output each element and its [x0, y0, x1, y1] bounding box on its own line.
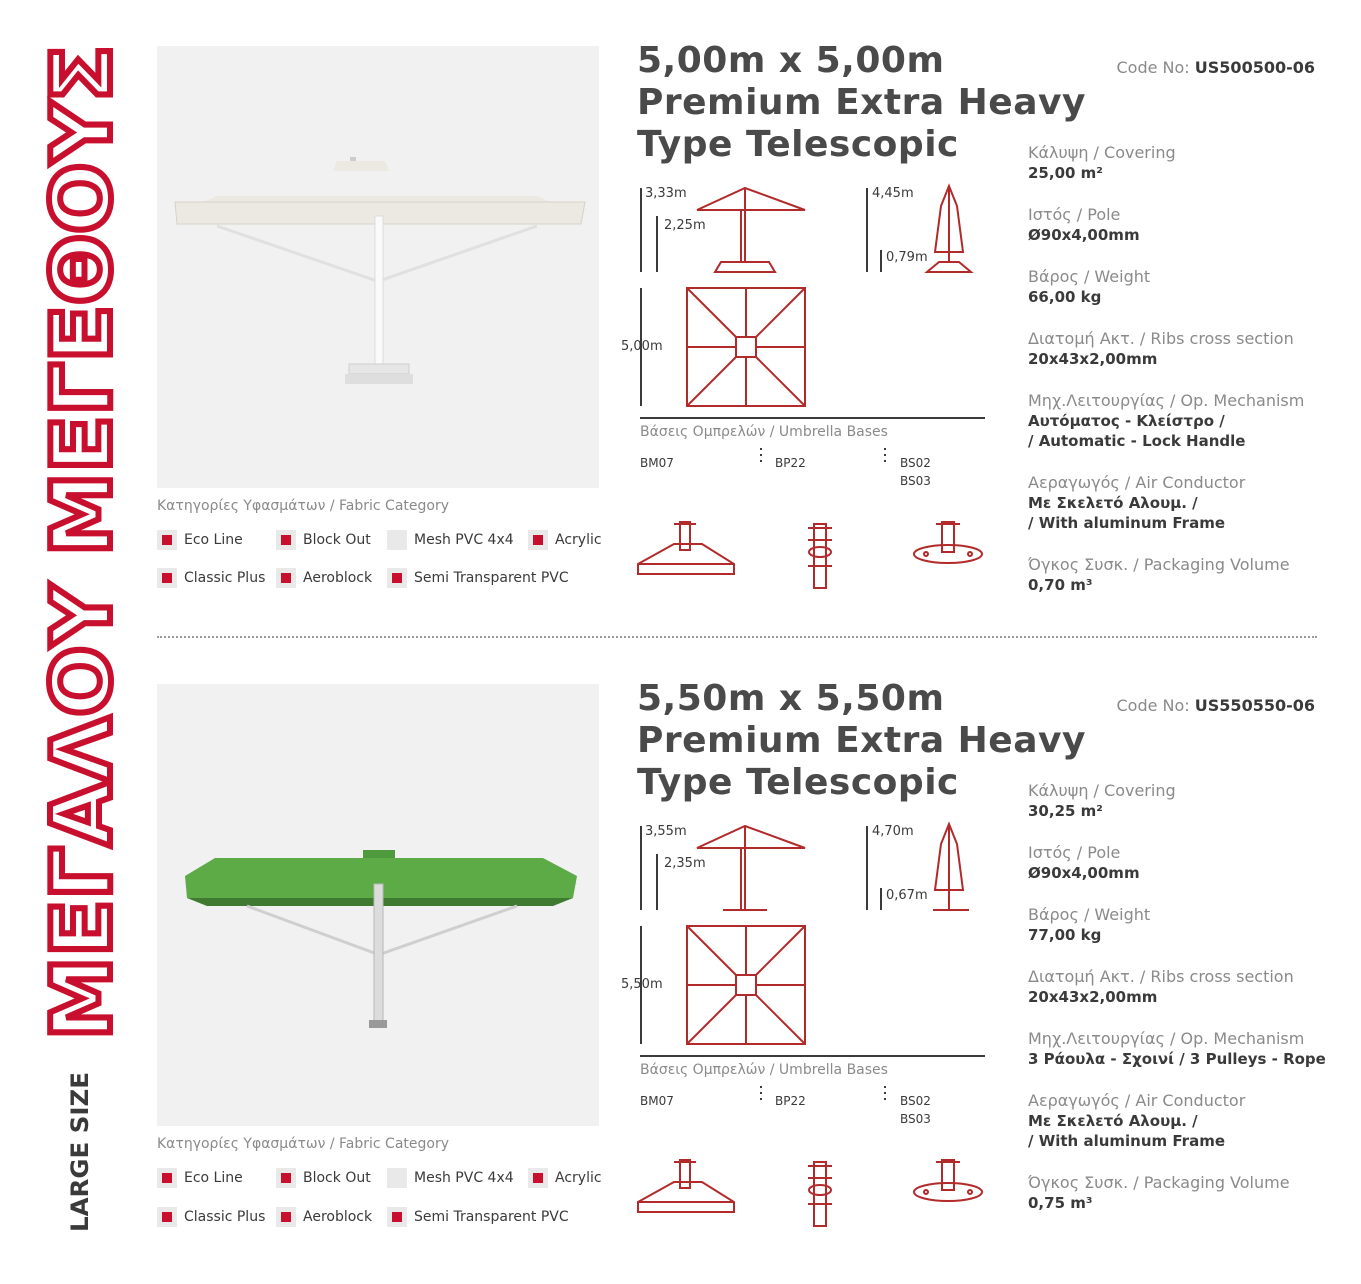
fabric-swatch [387, 530, 407, 550]
spec-item: Μηχ.Λειτουργίας / Op. Mechanism 3 Ράουλα - Σχοινί / 3 Pulleys - Rope [1028, 1029, 1326, 1068]
fabric-item: Eco Line [157, 530, 243, 550]
fabric-item: Classic Plus [157, 1207, 265, 1227]
base-label: BS02 [900, 1094, 931, 1108]
fabric-item: Mesh PVC 4x4 [387, 1168, 514, 1188]
bases-title: Βάσεις Ομπρελών / Umbrella Bases [640, 1062, 888, 1078]
fabric-swatch [276, 568, 296, 588]
spec-item: Αεραγωγός / Air Conductor Με Σκελετό Αλουμ. / / With aluminum Frame [1028, 473, 1246, 532]
base-bm07-icon [638, 1182, 734, 1212]
fabric-swatch [157, 530, 177, 550]
dim-total-height: 3,55m [645, 824, 687, 839]
base-label: BS03 [900, 474, 931, 488]
product-section [0, 678, 1361, 1284]
dim-width: 5,50m [621, 977, 663, 992]
fabric-title: Κατηγορίες Υφασμάτων / Fabric Category [157, 1136, 450, 1152]
spec-item: Κάλυψη / Covering 30,25 m² [1028, 781, 1176, 820]
spec-item: Βάρος / Weight 66,00 kg [1028, 267, 1151, 306]
base-bs02-icon [914, 522, 982, 563]
product-title: 5,50m x 5,50m Premium Extra Heavy Type Telescopic [637, 678, 1086, 803]
side-title: ΜΕΓΑΛΟΥ ΜΕΓΕΘΟΥΣ [35, 64, 130, 1040]
fabric-item: Eco Line [157, 1168, 243, 1188]
fabric-swatch [276, 530, 296, 550]
fabric-swatch [528, 1168, 548, 1188]
spec-item: Κάλυψη / Covering 25,00 m² [1028, 143, 1176, 182]
spec-item: Μηχ.Λειτουργίας / Op. Mechanism Αυτόματος - Κλείστρο / / Automatic - Lock Handle [1028, 391, 1305, 450]
fabric-swatch [387, 1168, 407, 1188]
side-subtitle: LARGE SIZE [66, 1075, 94, 1232]
fabric-title: Κατηγορίες Υφασμάτων / Fabric Category [157, 498, 450, 514]
dim-clearance: 2,25m [664, 218, 706, 233]
dim-base-height: 0,67m [886, 888, 928, 903]
dim-base-height: 0,79m [886, 250, 928, 265]
fabric-item: Semi Transparent PVC [387, 568, 569, 588]
product-section [0, 40, 1361, 646]
product-code: Code No: US500500-06 [1116, 58, 1315, 77]
fabric-item: Aeroblock [276, 1207, 372, 1227]
spec-item: Αεραγωγός / Air Conductor Με Σκελετό Αλουμ. / / With aluminum Frame [1028, 1091, 1246, 1150]
product-code: Code No: US550550-06 [1116, 696, 1315, 715]
spec-item: Βάρος / Weight 77,00 kg [1028, 905, 1151, 944]
product-title: 5,00m x 5,00m Premium Extra Heavy Type Telescopic [637, 40, 1086, 165]
base-bs02-icon [914, 1160, 982, 1201]
spec-list [1028, 781, 1328, 1235]
spec-item: Όγκος Συσκ. / Packaging Volume 0,70 m³ [1028, 555, 1290, 594]
section-divider [157, 636, 1317, 638]
spec-item: Διατομή Ακτ. / Ribs cross section 20x43x2,00mm [1028, 329, 1294, 368]
fabric-item: Block Out [276, 1168, 371, 1188]
dimension-diagram [615, 46, 995, 466]
spec-list [1028, 143, 1328, 617]
base-label: BP22 [775, 1094, 806, 1108]
base-bp22-icon [808, 1162, 832, 1226]
fabric-swatch [387, 1207, 407, 1227]
fabric-item: Aeroblock [276, 568, 372, 588]
product-photo [157, 684, 599, 1126]
fabric-swatch [387, 568, 407, 588]
spec-item: Όγκος Συσκ. / Packaging Volume 0,75 m³ [1028, 1173, 1290, 1212]
fabric-item: Acrylic [528, 1168, 602, 1188]
fabric-swatch [157, 568, 177, 588]
fabric-item: Acrylic [528, 530, 602, 550]
fabric-swatch [528, 530, 548, 550]
base-label: BP22 [775, 456, 806, 470]
fabric-item: Semi Transparent PVC [387, 1207, 569, 1227]
base-label: BM07 [640, 456, 674, 470]
spec-item: Διατομή Ακτ. / Ribs cross section 20x43x2,00mm [1028, 967, 1294, 1006]
fabric-swatch [157, 1207, 177, 1227]
base-bm07-icon [638, 544, 734, 574]
base-drawings [636, 1154, 986, 1234]
dim-closed-height: 4,70m [872, 824, 914, 839]
product-photo [157, 46, 599, 488]
fabric-item: Block Out [276, 530, 371, 550]
base-label: BS02 [900, 456, 931, 470]
fabric-item: Mesh PVC 4x4 [387, 530, 514, 550]
spec-item: Ιστός / Pole Ø90x4,00mm [1028, 843, 1140, 882]
base-label: BS03 [900, 1112, 931, 1126]
fabric-swatch [276, 1207, 296, 1227]
dim-total-height: 3,33m [645, 186, 687, 201]
base-bp22-icon [808, 524, 832, 588]
fabric-swatch [276, 1168, 296, 1188]
fabric-swatch [157, 1168, 177, 1188]
dim-clearance: 2,35m [664, 856, 706, 871]
fabric-item: Classic Plus [157, 568, 265, 588]
dim-closed-height: 4,45m [872, 186, 914, 201]
dim-width: 5,00m [621, 339, 663, 354]
base-drawings [636, 516, 986, 596]
bases-title: Βάσεις Ομπρελών / Umbrella Bases [640, 424, 888, 440]
dimension-diagram [615, 684, 995, 1104]
spec-item: Ιστός / Pole Ø90x4,00mm [1028, 205, 1140, 244]
base-label: BM07 [640, 1094, 674, 1108]
